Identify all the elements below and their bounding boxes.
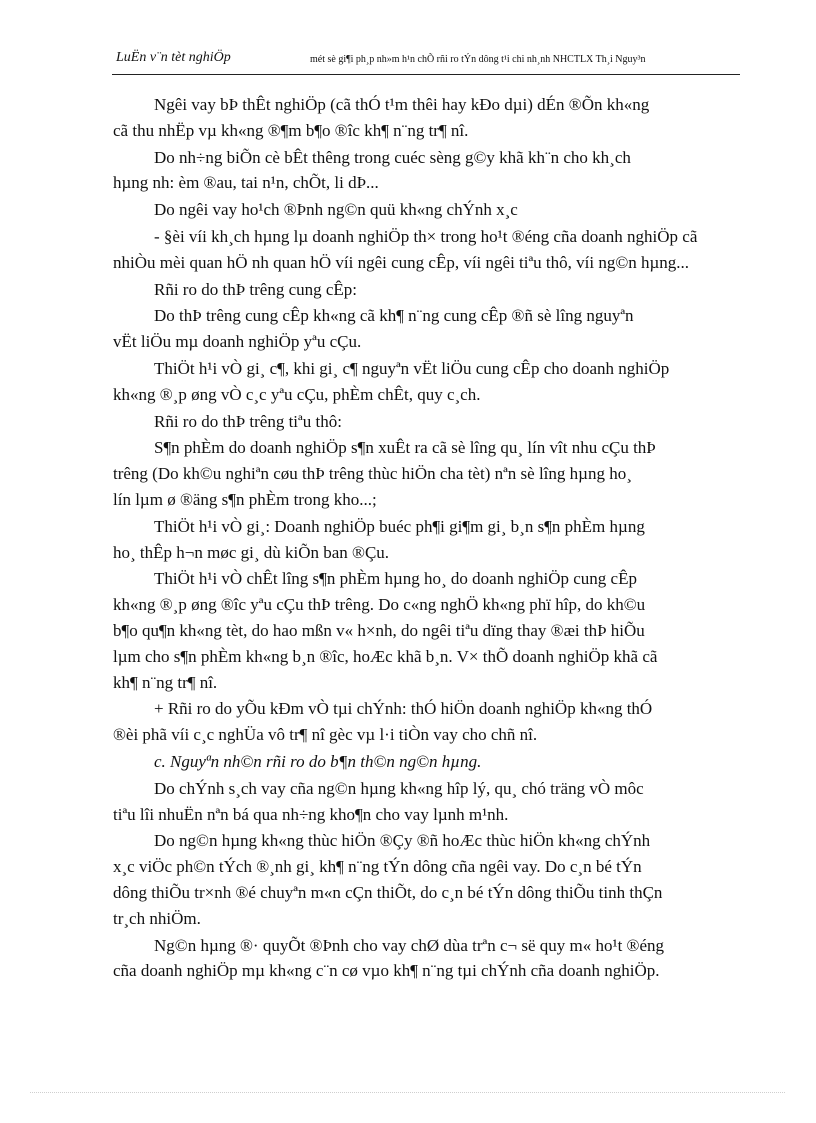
text-line: Do chÝnh s¸ch vay cña ng©n hµng kh«ng hîp lý, qu¸ chó träng vÒ môc [154,778,644,798]
text-line: Do ng©n hµng kh«ng thùc hiÖn ®Çy ®ñ hoÆc thùc hiÖn kh«ng chÝnh [154,831,651,851]
text-line: ThiÖt h¹i vÒ gi¸ c¶, khi gi¸ c¶ nguyªn vËt liÖu cung cÊp cho doanh nghiÖp [154,358,670,378]
text-line: ThiÖt h¹i vÒ gi¸: Doanh nghiÖp buéc ph¶i gi¶m gi¸ b¸n s¶n phÈm hµng [154,516,645,536]
text-line: x¸c viÖc ph©n tÝch ®¸nh gi¸ kh¶ n¨ng tÝn dông cña ngêi vay. Do c¸n bé tÝn [113,857,642,877]
text-line: ®èi phã víi c¸c nghÜa vô tr¶ nî gèc vµ l·i tiÒn vay cho chñ nî. [113,725,538,745]
text-line: - §èi víi kh¸ch hµng lµ doanh nghiÖp th× trong ho¹t ®éng cña doanh nghiÖp cã [154,226,698,246]
text-line: ThiÖt h¹i vÒ chÊt lîng s¶n phÈm hµng ho¸ do doanh nghiÖp cung cÊp [154,569,637,589]
text-line: dông thiÕu tr×nh ®é chuyªn m«n cÇn thiÕt, do c¸n bé tÝn dông thiÕu tinh thÇn [113,882,663,902]
text-line: trêng (Do kh©u nghiªn cøu thÞ trêng thùc hiÖn cha tèt) nªn sè lîng hµng ho¸ [113,464,632,484]
page-bottom-divider [30,1092,785,1093]
page-header [112,44,740,75]
text-line: Rñi ro do thÞ trêng cung cÊp: [154,279,358,299]
paragraph [113,514,739,566]
section-heading [113,749,739,775]
paragraph [113,435,739,512]
paragraph [113,303,739,355]
text-line: Rñi ro do thÞ trêng tiªu thô: [154,411,342,431]
text-line: vËt liÖu mµ doanh nghiÖp yªu cÇu. [113,332,362,352]
text-line: cã thu nhËp vµ kh«ng ®¶m b¶o ®îc kh¶ n¨ng tr¶ nî. [113,120,469,140]
text-line: kh¶ n¨ng tr¶ nî. [113,672,218,692]
paragraph [113,776,739,828]
paragraph [113,933,739,985]
text-line: Do ngêi vay ho¹ch ®Þnh ng©n quü kh«ng chÝnh x¸c [154,200,518,220]
text-line: Do thÞ trêng cung cÊp kh«ng cã kh¶ n¨ng cung cÊp ®ñ sè lîng nguyªn [154,306,634,326]
header-thesis-label: LuËn v¨n tèt nghiÖp [116,50,231,65]
text-line: nhiÒu mèi quan hÖ nh quan hÖ víi ngêi cung cÊp, víi ngêi tiªu thô, víi ng©n hµng... [113,252,690,272]
paragraph [113,224,739,276]
body-text [113,92,739,985]
text-line: S¶n phÈm do doanh nghiÖp s¶n xuÊt ra cã sè lîng qu¸ lín vît nhu cÇu thÞ [154,438,656,458]
text-line: ho¸ thÊp h¬n møc gi¸ dù kiÕn ban ®Çu. [113,542,390,562]
text-line: kh«ng ®¸p øng ®îc yªu cÇu thÞ trêng. Do c«ng nghÖ kh«ng phï hîp, do kh©u [113,595,646,615]
text-line: cña doanh nghiÖp mµ kh«ng c¨n cø vµo kh¶ n¨ng tµi chÝnh cña doanh nghiÖp. [113,961,660,981]
text-line: Ng©n hµng ®· quyÕt ®Þnh cho vay chØ dùa trªn c¬ së quy m« ho¹t ®éng [154,935,665,955]
paragraph [113,828,739,931]
paragraph [113,277,739,303]
paragraph [113,409,739,435]
text-line: + Rñi ro do yÕu kÐm vÒ tµi chÝnh: thÓ hiÖn doanh nghiÖp kh«ng thÓ [154,699,653,719]
paragraph [113,145,739,197]
paragraph [113,197,739,223]
text-line: lín lµm ø ®äng s¶n phÈm trong kho...; [113,489,377,509]
paragraph [113,92,739,144]
paragraph [113,566,739,695]
text-line: hµng nh: èm ®au, tai n¹n, chÕt, li dÞ... [113,173,379,193]
text-line: Ngêi vay bÞ thÊt nghiÖp (cã thÓ t¹m thêi hay kÐo dµi) dÉn ®Õn kh«ng [154,95,650,114]
text-line: Do nh÷ng biÕn cè bÊt thêng trong cuéc sèng g©y khã kh¨n cho kh¸ch [154,147,631,167]
text-line: c. Nguyªn nh©n rñi ro do b¶n th©n ng©n hµng. [154,751,482,771]
paragraph [113,356,739,408]
text-line: tiªu lîi nhuËn nªn bá qua nh÷ng kho¶n cho vay lµnh m¹nh. [113,804,509,824]
paragraph [113,696,739,748]
text-line: lµm cho s¶n phÈm kh«ng b¸n ®îc, hoÆc khã b¸n. V× thÕ doanh nghiÖp khã cã [113,646,658,666]
text-line: tr¸ch nhiÖm. [113,908,201,928]
text-line: kh«ng ®¸p øng vÒ c¸c yªu cÇu, phÈm chÊt, quy c¸ch. [113,384,481,404]
text-line: b¶o qu¶n kh«ng tèt, do hao mßn v« h×nh, do ngêi tiªu dïng thay ®æi thÞ hiÕu [113,620,645,640]
header-thesis-title: mét sè gi¶i ph¸p nh»m h¹n chÕ rñi ro tÝn dông t¹i chi nh¸nh NHCTLX Th¸i Nguy³n [310,54,646,65]
